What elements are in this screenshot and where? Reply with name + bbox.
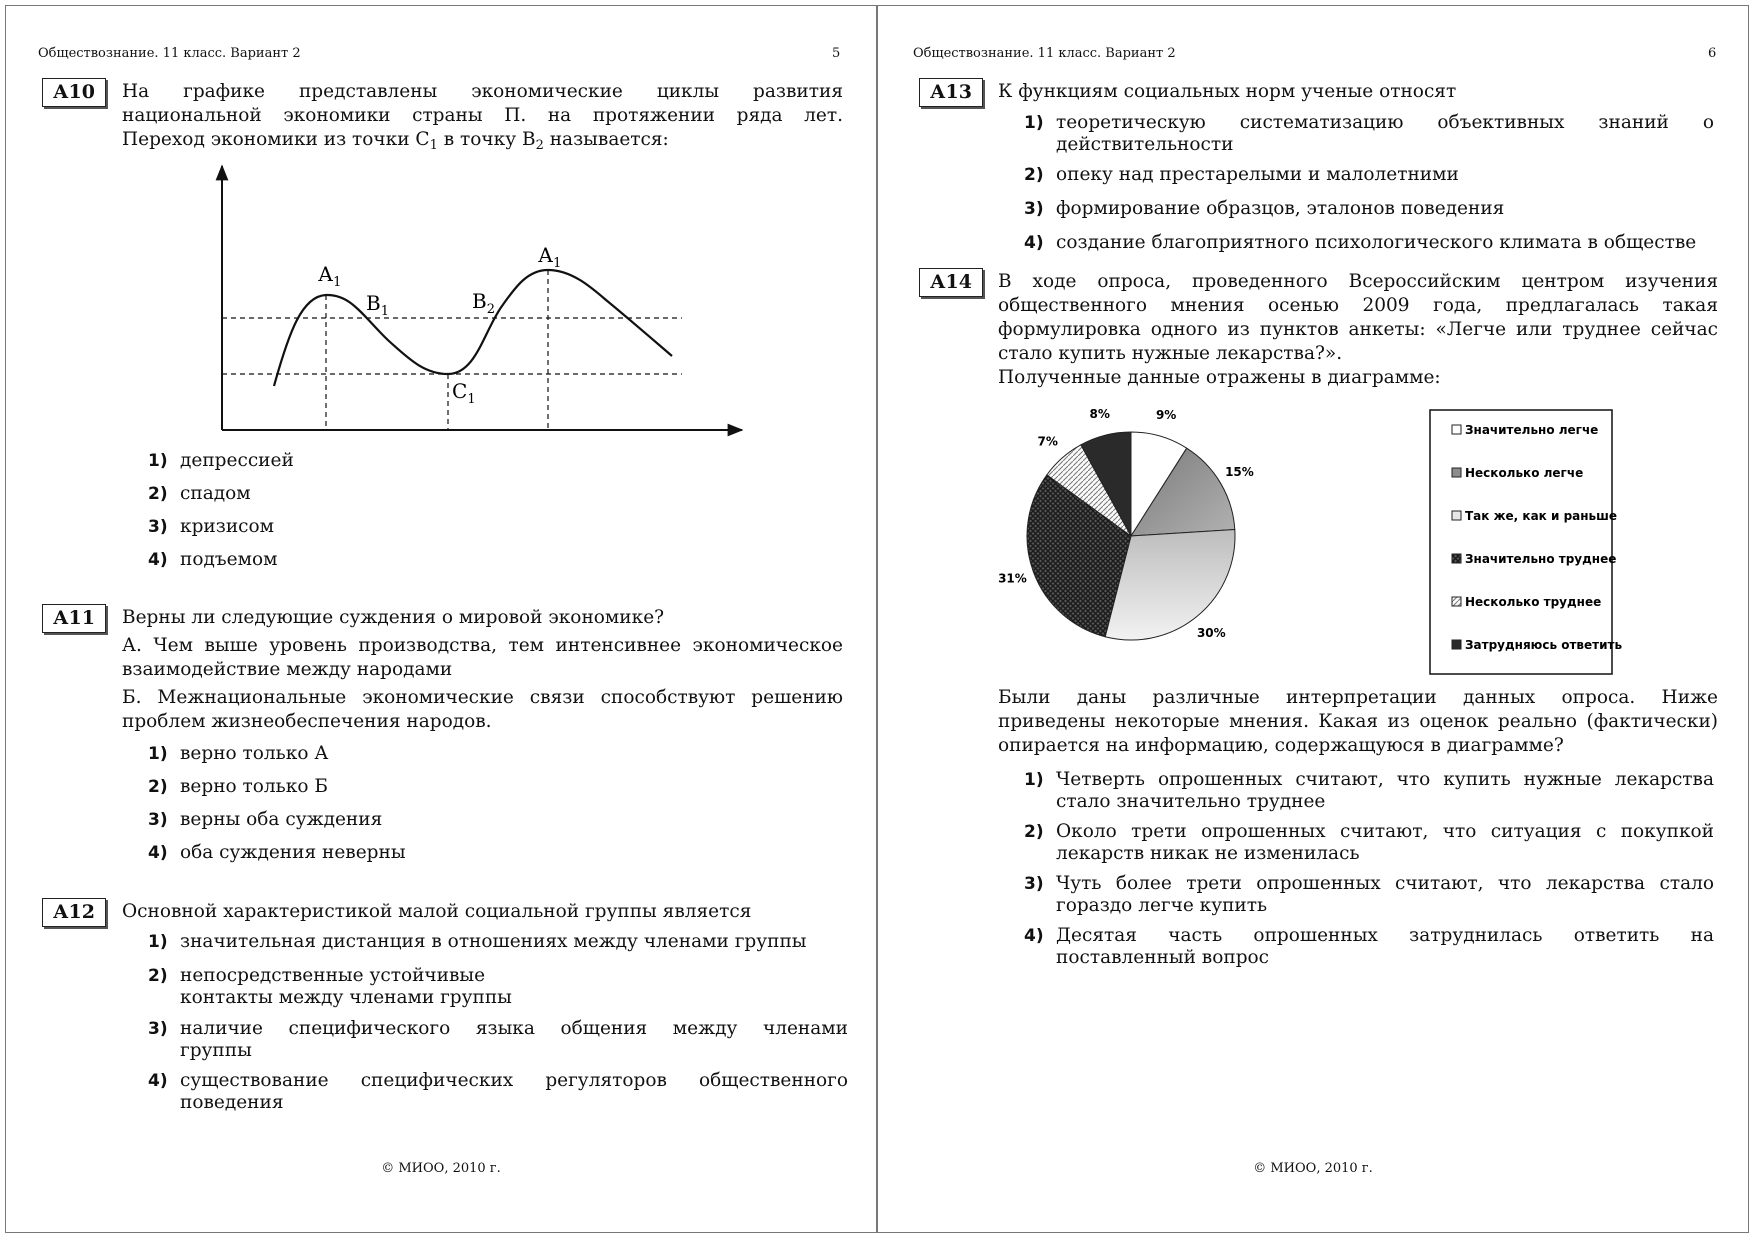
option-number: 1) (1024, 113, 1044, 133)
option-text-line2: контакты между членами группы (180, 987, 512, 1008)
page-footer: © МИОО, 2010 г. (381, 1161, 501, 1176)
option-text-line1: теоретическую систематизацию объективных знаний о (1056, 112, 1714, 133)
a13-question: К функциям социальных норм ученые относят (998, 81, 1457, 102)
pie-value-label-2: 15% (1225, 464, 1254, 479)
point-b1-label: $В_1$ (366, 291, 389, 319)
a14-after-line2: приведены некоторые мнения. Какая из оценок реально (фактически) (998, 711, 1718, 732)
a14-intro-line3: формулировка одного из пунктов анкеты: «Легче или труднее сейчас (998, 319, 1718, 340)
pie-value-label-5: 7% (1037, 434, 1058, 449)
option-text-line2: стало значительно труднее (1056, 791, 1326, 812)
option-number: 1) (1024, 770, 1044, 790)
option-text-line1: непосредственные устойчивые (180, 965, 486, 986)
option-number: 3) (1024, 874, 1044, 894)
option-number: 2) (148, 966, 168, 986)
chart-legend (1430, 410, 1612, 674)
option-text: верны оба суждения (180, 809, 383, 830)
option-number: 2) (1024, 165, 1044, 185)
option-number: 3) (1024, 199, 1044, 219)
option-text: депрессией (180, 450, 294, 471)
legend-label-6: Затрудняюсь ответить (1465, 638, 1623, 652)
legend-swatch-3 (1452, 511, 1461, 520)
a10-text-line3: Переход экономики из точки $С_1$ в точку $В_2$ называется: (122, 129, 669, 153)
option-number: 4) (148, 1071, 168, 1091)
option-text: подъемом (180, 549, 278, 570)
legend-swatch-4 (1452, 554, 1461, 563)
option-text: создание благоприятного психологического климата в обществе (1056, 232, 1697, 253)
option-number: 1) (148, 932, 168, 952)
option-text-line1: Четверть опрошенных считают, что купить нужные лекарства (1056, 769, 1714, 790)
survey-pie-chart (878, 6, 1750, 686)
point-c1-label: $С_1$ (452, 379, 476, 407)
a11-statement-a-line1: А. Чем выше уровень производства, тем интенсивнее экономическое (122, 635, 843, 656)
a12-question: Основной характеристикой малой социальной группы является (122, 901, 752, 922)
option-text-line1: существование специфических регуляторов общественного (180, 1070, 848, 1091)
question-label-a10: А10 (42, 78, 106, 107)
option-number: 1) (148, 451, 168, 471)
option-text: верно только А (180, 743, 329, 764)
page-number: 6 (1708, 46, 1717, 61)
option-text-line2: гораздо легче купить (1056, 895, 1268, 916)
legend-label-5: Несколько труднее (1465, 595, 1602, 609)
a11-statement-a-line2: взаимодействие между народами (122, 659, 453, 680)
a10-text-line1: На графике представлены экономические циклы развития (122, 81, 843, 102)
a14-after-line3: опирается на информацию, содержащуюся в диаграмме? (998, 735, 1564, 756)
page-header: Обществознание. 11 класс. Вариант 2 (913, 46, 1176, 61)
option-text-line2: лекарств никак не изменилась (1056, 843, 1360, 864)
question-label-a13: А13 (919, 78, 983, 107)
pie-value-label-1: 9% (1155, 408, 1177, 423)
option-text-line1: Десятая часть опрошенных затруднилась ответить на (1056, 925, 1714, 946)
page-number: 5 (832, 46, 841, 61)
option-text-line2: действительности (1056, 134, 1234, 155)
option-number: 4) (1024, 233, 1044, 253)
option-number: 3) (148, 810, 168, 830)
a14-intro-line2: общественного мнения осенью 2009 года, предлагалась такая (998, 295, 1718, 316)
a11-question: Верны ли следующие суждения о мировой экономике? (122, 607, 665, 628)
option-text: оба суждения неверны (180, 842, 406, 863)
option-text: опеку над престарелыми и малолетними (1056, 164, 1459, 185)
page-right (877, 5, 1749, 1233)
option-text: кризисом (180, 516, 275, 537)
legend-swatch-6 (1452, 640, 1461, 649)
option-number: 4) (148, 843, 168, 863)
a10-text-line2: национальной экономики страны П. на протяжении ряда лет. (122, 105, 843, 126)
economic-cycle-graph (6, 6, 878, 476)
a14-intro-line5: Полученные данные отражены в диаграмме: (998, 367, 1441, 388)
page-left (5, 5, 877, 1233)
a14-intro-line4: стало купить нужные лекарства?». (998, 343, 1343, 364)
option-text-line1: Около трети опрошенных считают, что ситуация с покупкой (1056, 821, 1714, 842)
legend-swatch-5 (1452, 597, 1461, 606)
option-number: 2) (148, 484, 168, 504)
a14-after-line1: Были даны различные интерпретации данных опроса. Ниже (998, 687, 1718, 708)
legend-label-1: Значительно легче (1465, 423, 1599, 437)
option-number: 4) (148, 550, 168, 570)
legend-label-2: Несколько легче (1465, 466, 1584, 480)
pie-value-label-6: 8% (1089, 406, 1110, 421)
page-header: Обществознание. 11 класс. Вариант 2 (38, 46, 301, 61)
legend-label-3: Так же, как и раньше (1465, 509, 1618, 523)
option-text-line2: поведения (180, 1092, 284, 1113)
a14-intro-line1: В ходе опроса, проведенного Всероссийским центром изучения (998, 271, 1718, 292)
legend-swatch-2 (1452, 468, 1461, 477)
option-text: формирование образцов, эталонов поведения (1056, 198, 1505, 219)
option-text: спадом (180, 483, 251, 504)
option-text: верно только Б (180, 776, 328, 797)
option-text-line1: наличие специфического языка общения между членами (180, 1018, 848, 1039)
pie-value-label-3: 30% (1196, 626, 1226, 641)
point-a1-left-label: $А_1$ (318, 262, 342, 290)
a11-statement-b-line2: проблем жизнеобеспечения народов. (122, 711, 492, 732)
legend-label-4: Значительно труднее (1465, 552, 1617, 566)
option-number: 2) (1024, 822, 1044, 842)
question-label-a11: А11 (42, 604, 106, 633)
point-a1-right-label: $А_1$ (538, 243, 562, 271)
question-label-a12: А12 (42, 898, 106, 927)
option-text-line2: поставленный вопрос (1056, 947, 1270, 968)
option-number: 3) (148, 1019, 168, 1039)
legend-swatch-1 (1452, 425, 1461, 434)
question-label-a14: А14 (919, 268, 983, 297)
page-footer: © МИОО, 2010 г. (1253, 1161, 1373, 1176)
pie-value-label-4: 31% (998, 571, 1027, 586)
option-text: значительная дистанция в отношениях между членами группы (180, 931, 807, 952)
option-number: 4) (1024, 926, 1044, 946)
option-text-line2: группы (180, 1040, 252, 1061)
option-number: 3) (148, 517, 168, 537)
option-number: 1) (148, 744, 168, 764)
option-text-line1: Чуть более трети опрошенных считают, что лекарства стало (1056, 873, 1714, 894)
point-b2-label: $В_2$ (472, 289, 495, 317)
a11-statement-b-line1: Б. Межнациональные экономические связи способствуют решению (122, 687, 843, 708)
option-number: 2) (148, 777, 168, 797)
